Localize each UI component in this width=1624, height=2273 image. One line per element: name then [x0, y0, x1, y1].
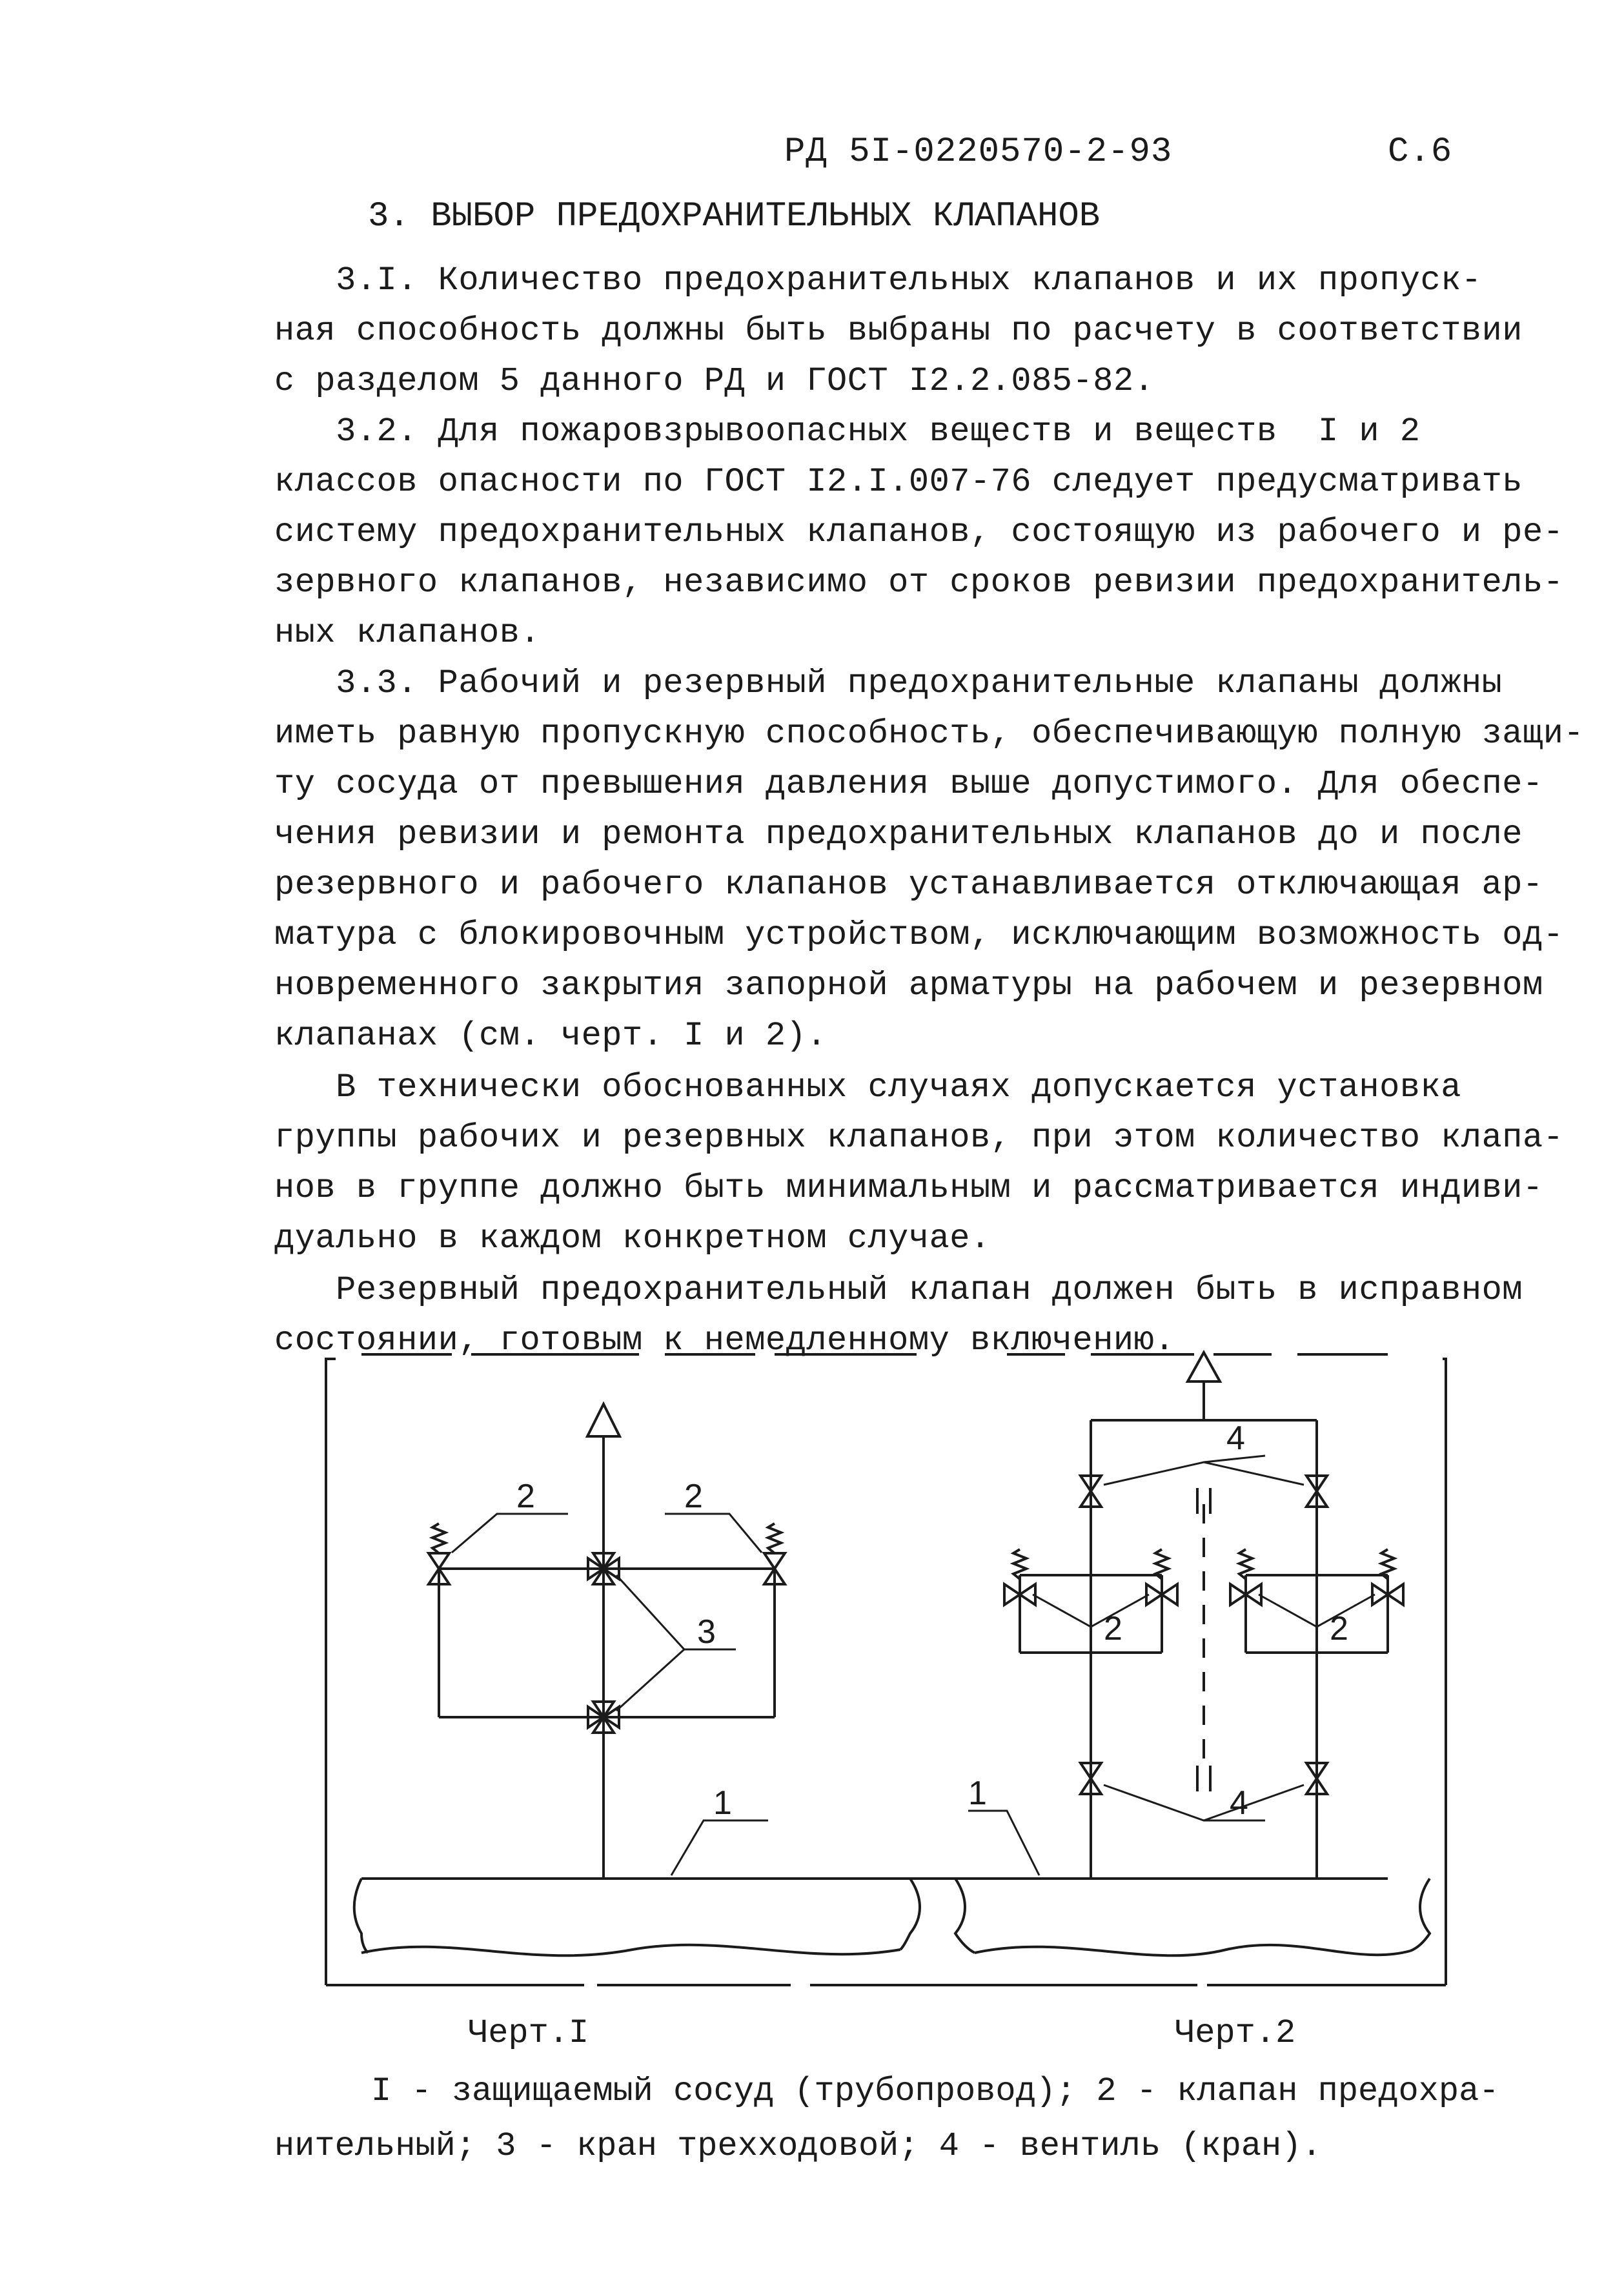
label-valve-4-top: 4 — [1226, 1420, 1245, 1457]
text-line: ная способность должны быть выбраны по расчету в соответствии — [274, 312, 1523, 350]
document-code: РД 5I-0220570-2-93 — [784, 132, 1173, 172]
text-line: нов в группе должно быть минимальным и рассматривается индиви- — [274, 1169, 1543, 1207]
text-line: иметь равную пропускную способность, обеспечивающую полную защи- — [274, 715, 1585, 753]
text-line: В технически обоснованных случаях допускается установка — [274, 1068, 1461, 1106]
text-line: зервного клапанов, независимо от сроков ревизии предохранитель- — [274, 564, 1564, 602]
label-cock-3: 3 — [697, 1613, 716, 1651]
label-vessel-1: 1 — [968, 1775, 987, 1812]
text-line: 3.3. Рабочий и резервный предохранительные клапаны должны — [274, 664, 1503, 702]
text-line: матура с блокировочным устройством, исключающим возможность од- — [274, 916, 1564, 954]
legend-line: I - защищаемый сосуд (трубопровод); 2 - клапан предохра- — [371, 2072, 1499, 2110]
text-line: состоянии, готовым к немедленному включению. — [274, 1321, 1175, 1360]
vent-arrow-icon — [1188, 1352, 1220, 1381]
legend-line: нительный; 3 - кран трехходовой; 4 - вентиль (кран). — [274, 2127, 1322, 2165]
section-title: 3. ВЫБОР ПРЕДОХРАНИТЕЛЬНЫХ КЛАПАНОВ — [368, 197, 1101, 236]
caption-drawing-1: Черт.I — [468, 2014, 589, 2052]
text-line: группы рабочих и резервных клапанов, при этом количество клапа- — [274, 1119, 1564, 1157]
text-line: 3.2. Для пожаровзрывоопасных веществ и веществ I и 2 — [274, 413, 1421, 451]
page-number: С.6 — [1388, 132, 1453, 172]
label-valve-2-left: 2 — [1104, 1610, 1122, 1647]
text-line: чения ревизии и ремонта предохранительных клапанов до и после — [274, 815, 1523, 853]
text-line: Резервный предохранительный клапан должен быть в исправном — [274, 1271, 1523, 1309]
label-valve-2-left: 2 — [516, 1478, 535, 1515]
label-vessel-1: 1 — [713, 1784, 732, 1822]
text-line: систему предохранительных клапанов, состоящую из рабочего и ре- — [274, 513, 1564, 551]
label-valve-4-bottom: 4 — [1230, 1784, 1248, 1822]
vessel-2 — [955, 1879, 1430, 1955]
text-line: с разделом 5 данного РД и ГОСТ I2.2.085-82. — [274, 362, 1155, 400]
text-line: резервного и рабочего клапанов устанавливается отключающая ар- — [274, 866, 1543, 904]
label-valve-2-right: 2 — [1330, 1610, 1348, 1647]
text-line: новременного закрытия запорной арматуры на рабочем и резервном — [274, 966, 1543, 1004]
vessel-1 — [354, 1879, 1388, 1955]
text-line: дуально в каждом конкретном случае. — [274, 1219, 991, 1258]
drawing-1 — [354, 1404, 1388, 1955]
vent-arrow-icon — [587, 1404, 620, 1436]
caption-drawing-2: Черт.2 — [1175, 2014, 1296, 2052]
text-line: ных клапанов. — [274, 614, 541, 652]
leaders-drawing-2 — [968, 1456, 1375, 1875]
drawing-2 — [955, 1352, 1430, 1955]
figure-frame — [326, 1354, 1446, 1985]
text-line: клапанах (см. черт. I и 2). — [274, 1017, 827, 1055]
text-line: ту сосуда от превышения давления выше допустимого. Для обеспе- — [274, 765, 1543, 803]
label-valve-2-right: 2 — [684, 1478, 703, 1515]
text-line: классов опасности по ГОСТ I2.I.007-76 следует предусматривать — [274, 463, 1523, 501]
text-line: 3.I. Количество предохранительных клапанов и их пропуск- — [274, 261, 1482, 300]
